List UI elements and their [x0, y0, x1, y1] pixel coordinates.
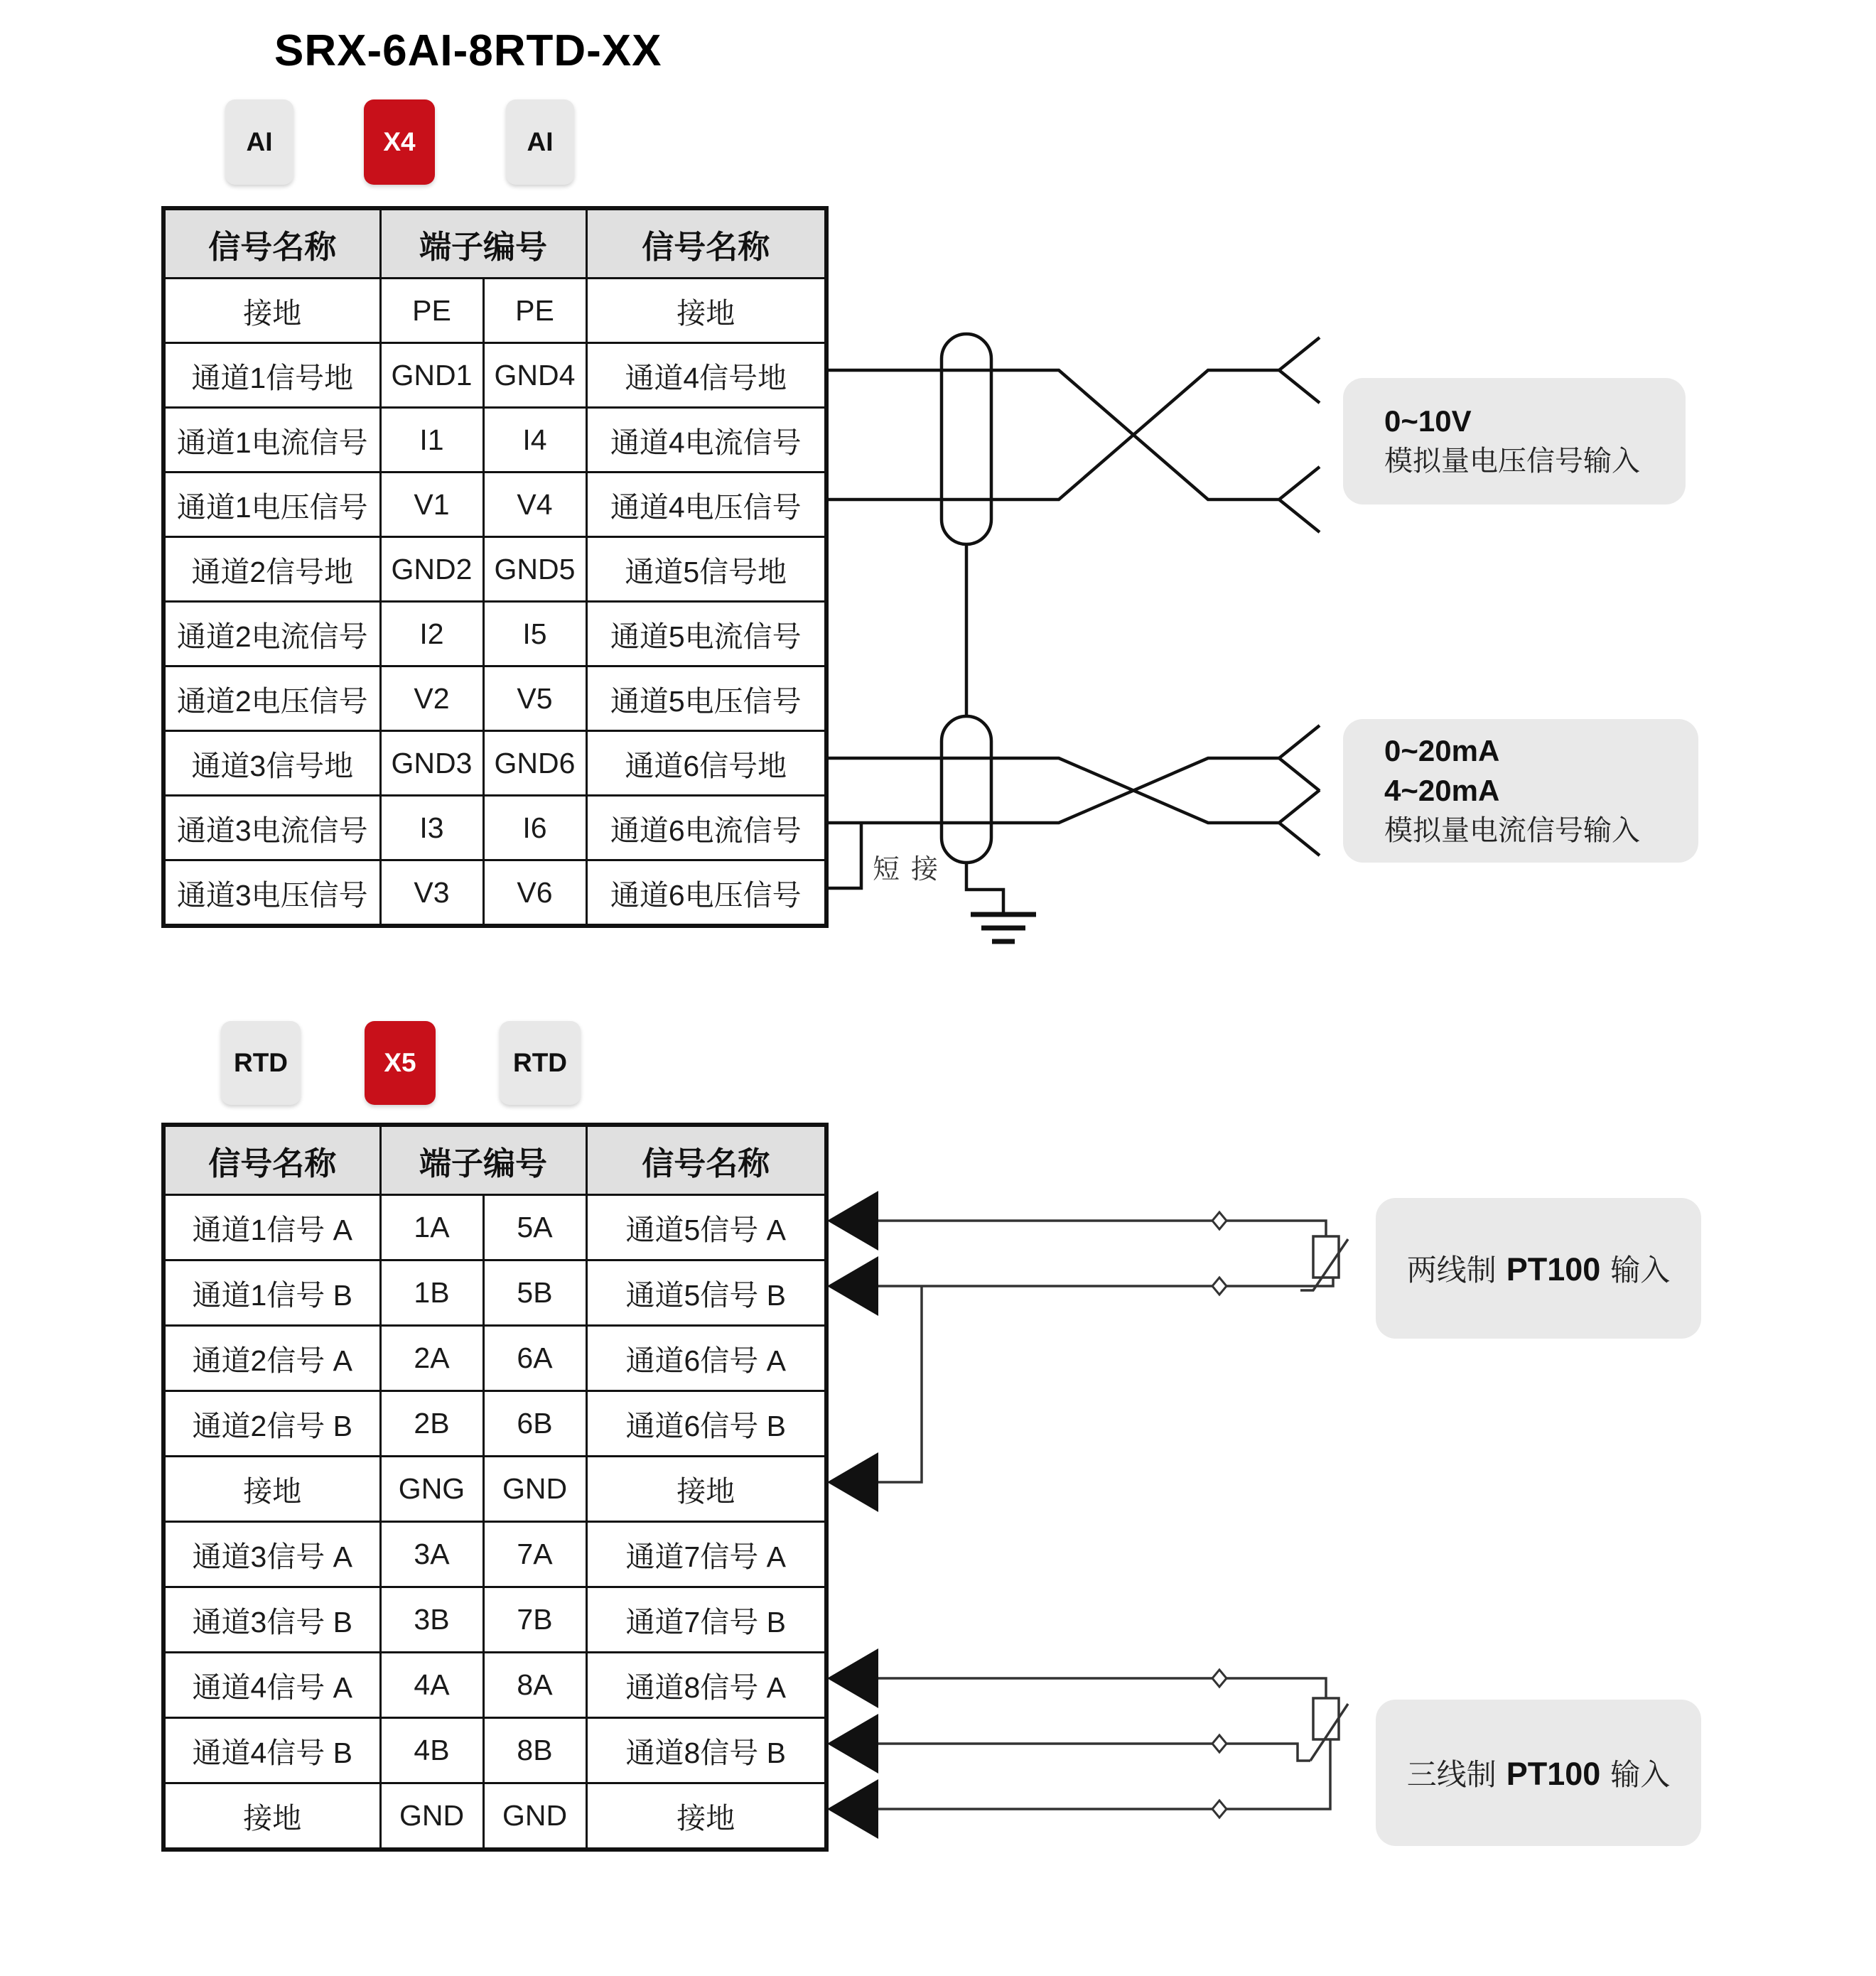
signal-name-cell: 接地: [586, 1783, 826, 1850]
badge-rtd-right: RTD: [500, 1021, 581, 1105]
signal-name-cell: 通道2信号 B: [163, 1391, 380, 1457]
signal-name-cell: 通道1电压信号: [163, 473, 380, 537]
pt100-resistor-icon: [1313, 1698, 1339, 1739]
wire: [878, 1744, 1310, 1761]
terminal-number-cell: I6: [483, 796, 586, 860]
signal-name-cell: 通道4信号地: [586, 343, 826, 408]
diamond-junction-icon: [1212, 1670, 1227, 1687]
signal-name-cell: 通道6电压信号: [586, 860, 826, 927]
terminal-number-cell: 5A: [483, 1195, 586, 1260]
terminal-number-cell: GND5: [483, 537, 586, 602]
signal-name-cell: 通道3信号 A: [163, 1522, 380, 1587]
pt100-bold: PT100: [1506, 1756, 1601, 1792]
three-wire-pt100-label-box: [1376, 1700, 1701, 1846]
wire-fork-icon: [1279, 467, 1320, 532]
terminal-number-cell: GND6: [483, 731, 586, 796]
signal-name-cell: 通道2信号地: [163, 537, 380, 602]
input-arrow-icon: [827, 1191, 878, 1251]
badge-ai-left: AI: [225, 99, 293, 185]
signal-name-cell: 通道4电压信号: [586, 473, 826, 537]
cable-shields: [942, 334, 1003, 913]
wire: [878, 1221, 1326, 1236]
terminal-number-cell: I1: [380, 408, 483, 473]
pt100-prefix: 两线制: [1406, 1253, 1497, 1287]
pt100-bold: PT100: [1506, 1251, 1601, 1287]
table-header-cell: 端子编号: [380, 1125, 586, 1195]
terminal-number-cell: GND2: [380, 537, 483, 602]
signal-name-cell: 通道8信号 B: [586, 1718, 826, 1783]
signal-name-cell: 通道2电压信号: [163, 666, 380, 731]
wire-fork-icon: [1279, 725, 1320, 791]
badge-ai-right: AI: [506, 99, 574, 185]
signal-name-cell: 通道1信号 A: [163, 1195, 380, 1260]
terminal-number-cell: I5: [483, 602, 586, 666]
terminal-number-cell: V3: [380, 860, 483, 927]
two-wire-pt100-circuit: [827, 1191, 1348, 1512]
table-header-cell: 信号名称: [163, 1125, 380, 1195]
wire: [824, 758, 1279, 823]
terminal-number-cell: V4: [483, 473, 586, 537]
signal-name-cell: 通道2电流信号: [163, 602, 380, 666]
signal-name-cell: 通道4电流信号: [586, 408, 826, 473]
current-desc-text: 模拟量电流信号输入: [1384, 815, 1640, 846]
two-wire-pt100-label-box: [1376, 1198, 1701, 1339]
terminal-number-cell: GNG: [380, 1457, 483, 1522]
terminal-number-cell: 5B: [483, 1260, 586, 1326]
pt100-prefix: 三线制: [1406, 1758, 1497, 1791]
diamond-junction-icon: [1212, 1278, 1227, 1295]
wire: [878, 1278, 1333, 1286]
input-arrow-icon: [827, 1452, 878, 1512]
three-wire-pt100-circuit: [827, 1648, 1348, 1839]
table-header-cell: 信号名称: [586, 208, 826, 279]
table-header-cell: 信号名称: [163, 208, 380, 279]
input-arrow-icon: [827, 1648, 878, 1708]
signal-name-cell: 通道5信号 A: [586, 1195, 826, 1260]
voltage-range-text: 0~10V: [1384, 404, 1472, 438]
signal-name-cell: 通道2信号 A: [163, 1326, 380, 1391]
signal-name-cell: 通道4信号 A: [163, 1653, 380, 1718]
jumper-label: 短接: [873, 855, 950, 885]
terminal-number-cell: V5: [483, 666, 586, 731]
pt100-strike: [1300, 1239, 1348, 1290]
signal-name-cell: 通道5电流信号: [586, 602, 826, 666]
signal-name-cell: 通道5信号地: [586, 537, 826, 602]
signal-name-cell: 接地: [586, 1457, 826, 1522]
signal-name-cell: 通道1电流信号: [163, 408, 380, 473]
signal-name-cell: 通道1信号 B: [163, 1260, 380, 1326]
signal-name-cell: 通道6信号 B: [586, 1391, 826, 1457]
wire: [878, 1678, 1326, 1698]
terminal-number-cell: I2: [380, 602, 483, 666]
signal-name-cell: 通道3信号 B: [163, 1587, 380, 1653]
table-header-cell: 信号名称: [586, 1125, 826, 1195]
voltage-desc-text: 模拟量电压信号输入: [1384, 446, 1640, 477]
signal-name-cell: 接地: [163, 1457, 380, 1522]
terminal-number-cell: GND3: [380, 731, 483, 796]
shield-icon: [942, 716, 991, 863]
diamond-junction-icon: [1212, 1800, 1227, 1818]
ground-icon: [971, 914, 1036, 941]
terminal-number-cell: 8A: [483, 1653, 586, 1718]
input-arrow-icon: [827, 1256, 878, 1316]
current-input-label-box: [1343, 719, 1698, 863]
signal-name-cell: 通道5电压信号: [586, 666, 826, 731]
analog-voltage-pair: [824, 338, 1320, 532]
terminal-number-cell: V2: [380, 666, 483, 731]
signal-name-cell: 通道3电流信号: [163, 796, 380, 860]
terminal-number-cell: GND: [380, 1783, 483, 1850]
signal-name-cell: 通道6信号地: [586, 731, 826, 796]
page-title: SRX-6AI-8RTD-XX: [274, 26, 662, 75]
terminal-number-cell: I4: [483, 408, 586, 473]
wire: [878, 1286, 922, 1482]
terminal-number-cell: 2B: [380, 1391, 483, 1457]
terminal-number-cell: PE: [380, 279, 483, 343]
signal-name-cell: 通道6信号 A: [586, 1326, 826, 1391]
terminal-number-cell: 3B: [380, 1587, 483, 1653]
signal-name-cell: 通道4信号 B: [163, 1718, 380, 1783]
signal-name-cell: 通道5信号 B: [586, 1260, 826, 1326]
terminal-number-cell: 2A: [380, 1326, 483, 1391]
signal-name-cell: 通道3信号地: [163, 731, 380, 796]
terminal-number-cell: I3: [380, 796, 483, 860]
diamond-junction-icon: [1212, 1735, 1227, 1752]
terminal-number-cell: V1: [380, 473, 483, 537]
signal-name-cell: 通道8信号 A: [586, 1653, 826, 1718]
input-arrow-icon: [827, 1714, 878, 1773]
pt100-suffix: 输入: [1610, 1253, 1671, 1287]
current-range-text-1: 0~20mA: [1384, 734, 1500, 767]
wire: [824, 370, 1279, 500]
ground-wire: [966, 863, 1003, 913]
terminal-number-cell: GND: [483, 1457, 586, 1522]
voltage-input-label-box: [1343, 378, 1686, 504]
signal-name-cell: 通道7信号 B: [586, 1587, 826, 1653]
signal-name-cell: 接地: [586, 279, 826, 343]
terminal-number-cell: 8B: [483, 1718, 586, 1783]
terminal-number-cell: 7A: [483, 1522, 586, 1587]
wire: [824, 370, 1279, 500]
signal-name-cell: 通道7信号 A: [586, 1522, 826, 1587]
badge-rtd-left: RTD: [221, 1021, 301, 1105]
badge-x4: X4: [364, 99, 435, 185]
terminal-number-cell: 1A: [380, 1195, 483, 1260]
terminal-number-cell: PE: [483, 279, 586, 343]
terminal-number-cell: GND: [483, 1783, 586, 1850]
signal-name-cell: 接地: [163, 1783, 380, 1850]
three-wire-pt100-text: [1407, 1751, 1671, 1794]
current-range-text-2: 4~20mA: [1384, 774, 1500, 807]
terminal-number-cell: V6: [483, 860, 586, 927]
wire: [824, 758, 1279, 823]
badge-x5: X5: [365, 1021, 436, 1105]
terminal-number-cell: 1B: [380, 1260, 483, 1326]
input-arrow-icon: [827, 1779, 878, 1839]
terminal-number-cell: 7B: [483, 1587, 586, 1653]
signal-name-cell: 通道1信号地: [163, 343, 380, 408]
terminal-number-cell: 6A: [483, 1326, 586, 1391]
terminal-number-cell: 4A: [380, 1653, 483, 1718]
signal-name-cell: 通道3电压信号: [163, 860, 380, 927]
terminal-number-cell: 4B: [380, 1718, 483, 1783]
signal-name-cell: 接地: [163, 279, 380, 343]
terminal-number-cell: 6B: [483, 1391, 586, 1457]
two-wire-pt100-text: [1407, 1247, 1671, 1290]
terminal-number-cell: GND4: [483, 343, 586, 408]
wire-fork-icon: [1279, 338, 1320, 403]
shield-icon: [942, 334, 991, 544]
wire-fork-icon: [1279, 790, 1320, 855]
table-header-cell: 端子编号: [380, 208, 586, 279]
terminal-number-cell: GND1: [380, 343, 483, 408]
signal-name-cell: 通道6电流信号: [586, 796, 826, 860]
terminal-number-cell: 3A: [380, 1522, 483, 1587]
diamond-junction-icon: [1212, 1212, 1227, 1229]
pt100-suffix: 输入: [1610, 1758, 1671, 1791]
wire: [878, 1739, 1330, 1809]
jumper-wire: [824, 823, 861, 888]
